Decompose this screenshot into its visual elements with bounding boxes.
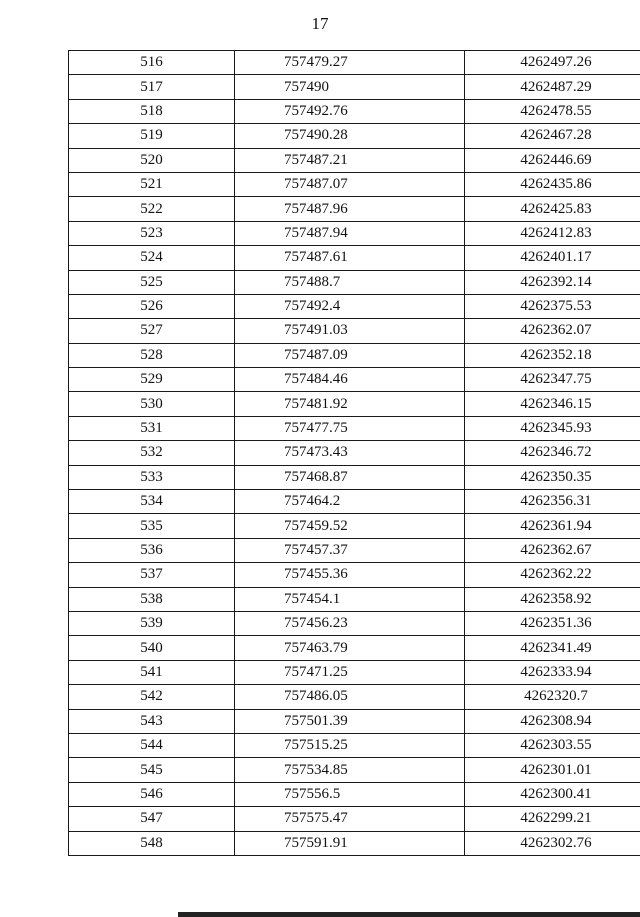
point-number-cell: 521 xyxy=(69,172,235,196)
table-row xyxy=(69,51,640,75)
x-coordinate-cell: 757477.75 xyxy=(235,416,465,440)
x-coordinate-cell: 757486.05 xyxy=(235,685,465,709)
y-coordinate-cell: 4262487.29 xyxy=(465,75,640,99)
x-coordinate-cell: 757455.36 xyxy=(235,563,465,587)
x-coordinate-cell: 757463.79 xyxy=(235,636,465,660)
point-number-cell: 538 xyxy=(69,587,235,611)
point-number-cell: 537 xyxy=(69,563,235,587)
table-row xyxy=(69,172,640,196)
table-row xyxy=(69,441,640,465)
y-coordinate-cell: 4262346.72 xyxy=(465,441,640,465)
y-coordinate-cell: 4262425.83 xyxy=(465,197,640,221)
table-row xyxy=(69,368,640,392)
x-coordinate-cell: 757591.91 xyxy=(235,831,465,855)
y-coordinate-cell: 4262352.18 xyxy=(465,343,640,367)
x-coordinate-cell: 757471.25 xyxy=(235,660,465,684)
table-row xyxy=(69,148,640,172)
point-number-cell: 529 xyxy=(69,368,235,392)
x-coordinate-cell: 757473.43 xyxy=(235,441,465,465)
table-row xyxy=(69,99,640,123)
point-number-cell: 542 xyxy=(69,685,235,709)
table-row xyxy=(69,246,640,270)
y-coordinate-cell: 4262341.49 xyxy=(465,636,640,660)
point-number-cell: 543 xyxy=(69,709,235,733)
x-coordinate-cell: 757468.87 xyxy=(235,465,465,489)
point-number-cell: 523 xyxy=(69,221,235,245)
y-coordinate-cell: 4262346.15 xyxy=(465,392,640,416)
y-coordinate-cell: 4262350.35 xyxy=(465,465,640,489)
table-row xyxy=(69,758,640,782)
point-number-cell: 518 xyxy=(69,99,235,123)
x-coordinate-cell: 757464.2 xyxy=(235,490,465,514)
x-coordinate-cell: 757481.92 xyxy=(235,392,465,416)
table-row xyxy=(69,465,640,489)
x-coordinate-cell: 757456.23 xyxy=(235,611,465,635)
point-number-cell: 547 xyxy=(69,807,235,831)
y-coordinate-cell: 4262446.69 xyxy=(465,148,640,172)
table-row xyxy=(69,221,640,245)
table-row xyxy=(69,124,640,148)
table-row xyxy=(69,538,640,562)
table-row xyxy=(69,197,640,221)
point-number-cell: 527 xyxy=(69,319,235,343)
point-number-cell: 535 xyxy=(69,514,235,538)
table-row xyxy=(69,636,640,660)
scan-edge-shadow xyxy=(178,912,640,917)
y-coordinate-cell: 4262435.86 xyxy=(465,172,640,196)
point-number-cell: 526 xyxy=(69,294,235,318)
y-coordinate-cell: 4262478.55 xyxy=(465,99,640,123)
y-coordinate-cell: 4262375.53 xyxy=(465,294,640,318)
x-coordinate-cell: 757487.07 xyxy=(235,172,465,196)
x-coordinate-cell: 757487.96 xyxy=(235,197,465,221)
x-coordinate-cell: 757492.76 xyxy=(235,99,465,123)
y-coordinate-cell: 4262356.31 xyxy=(465,490,640,514)
table-row xyxy=(69,490,640,514)
point-number-cell: 540 xyxy=(69,636,235,660)
y-coordinate-cell: 4262358.92 xyxy=(465,587,640,611)
point-number-cell: 525 xyxy=(69,270,235,294)
x-coordinate-cell: 757490 xyxy=(235,75,465,99)
y-coordinate-cell: 4262392.14 xyxy=(465,270,640,294)
point-number-cell: 522 xyxy=(69,197,235,221)
y-coordinate-cell: 4262362.07 xyxy=(465,319,640,343)
table-row xyxy=(69,831,640,855)
y-coordinate-cell: 4262345.93 xyxy=(465,416,640,440)
point-number-cell: 528 xyxy=(69,343,235,367)
y-coordinate-cell: 4262467.28 xyxy=(465,124,640,148)
x-coordinate-cell: 757459.52 xyxy=(235,514,465,538)
table-row xyxy=(69,782,640,806)
y-coordinate-cell: 4262320.7 xyxy=(465,685,640,709)
point-number-cell: 533 xyxy=(69,465,235,489)
point-number-cell: 536 xyxy=(69,538,235,562)
table-row xyxy=(69,416,640,440)
point-number-cell: 520 xyxy=(69,148,235,172)
y-coordinate-cell: 4262308.94 xyxy=(465,709,640,733)
x-coordinate-cell: 757479.27 xyxy=(235,51,465,75)
table-row xyxy=(69,807,640,831)
point-number-cell: 532 xyxy=(69,441,235,465)
y-coordinate-cell: 4262302.76 xyxy=(465,831,640,855)
table-row xyxy=(69,343,640,367)
table-row xyxy=(69,733,640,757)
x-coordinate-cell: 757487.61 xyxy=(235,246,465,270)
y-coordinate-cell: 4262412.83 xyxy=(465,221,640,245)
point-number-cell: 541 xyxy=(69,660,235,684)
point-number-cell: 534 xyxy=(69,490,235,514)
x-coordinate-cell: 757457.37 xyxy=(235,538,465,562)
table-row xyxy=(69,660,640,684)
y-coordinate-cell: 4262362.67 xyxy=(465,538,640,562)
point-number-cell: 544 xyxy=(69,733,235,757)
point-number-cell: 530 xyxy=(69,392,235,416)
table-row xyxy=(69,294,640,318)
x-coordinate-cell: 757487.94 xyxy=(235,221,465,245)
y-coordinate-cell: 4262497.26 xyxy=(465,51,640,75)
table-row xyxy=(69,611,640,635)
x-coordinate-cell: 757501.39 xyxy=(235,709,465,733)
x-coordinate-cell: 757490.28 xyxy=(235,124,465,148)
x-coordinate-cell: 757575.47 xyxy=(235,807,465,831)
y-coordinate-cell: 4262333.94 xyxy=(465,660,640,684)
x-coordinate-cell: 757454.1 xyxy=(235,587,465,611)
table-row xyxy=(69,514,640,538)
point-number-cell: 539 xyxy=(69,611,235,635)
x-coordinate-cell: 757488.7 xyxy=(235,270,465,294)
page-number: 17 xyxy=(311,14,329,33)
table-row xyxy=(69,587,640,611)
table-row xyxy=(69,75,640,99)
y-coordinate-cell: 4262351.36 xyxy=(465,611,640,635)
point-number-cell: 548 xyxy=(69,831,235,855)
x-coordinate-cell: 757534.85 xyxy=(235,758,465,782)
y-coordinate-cell: 4262301.01 xyxy=(465,758,640,782)
point-number-cell: 517 xyxy=(69,75,235,99)
y-coordinate-cell: 4262300.41 xyxy=(465,782,640,806)
x-coordinate-cell: 757515.25 xyxy=(235,733,465,757)
point-number-cell: 545 xyxy=(69,758,235,782)
coordinates-table xyxy=(68,50,640,856)
point-number-cell: 519 xyxy=(69,124,235,148)
y-coordinate-cell: 4262401.17 xyxy=(465,246,640,270)
x-coordinate-cell: 757484.46 xyxy=(235,368,465,392)
x-coordinate-cell: 757492.4 xyxy=(235,294,465,318)
y-coordinate-cell: 4262299.21 xyxy=(465,807,640,831)
y-coordinate-cell: 4262362.22 xyxy=(465,563,640,587)
table-row xyxy=(69,685,640,709)
point-number-cell: 531 xyxy=(69,416,235,440)
y-coordinate-cell: 4262303.55 xyxy=(465,733,640,757)
table-row xyxy=(69,709,640,733)
point-number-cell: 524 xyxy=(69,246,235,270)
x-coordinate-cell: 757491.03 xyxy=(235,319,465,343)
x-coordinate-cell: 757487.21 xyxy=(235,148,465,172)
point-number-cell: 516 xyxy=(69,51,235,75)
table-row xyxy=(69,319,640,343)
x-coordinate-cell: 757487.09 xyxy=(235,343,465,367)
table-row xyxy=(69,270,640,294)
x-coordinate-cell: 757556.5 xyxy=(235,782,465,806)
table-row xyxy=(69,392,640,416)
y-coordinate-cell: 4262347.75 xyxy=(465,368,640,392)
point-number-cell: 546 xyxy=(69,782,235,806)
y-coordinate-cell: 4262361.94 xyxy=(465,514,640,538)
table-row xyxy=(69,563,640,587)
coordinates-table-body xyxy=(69,51,640,856)
